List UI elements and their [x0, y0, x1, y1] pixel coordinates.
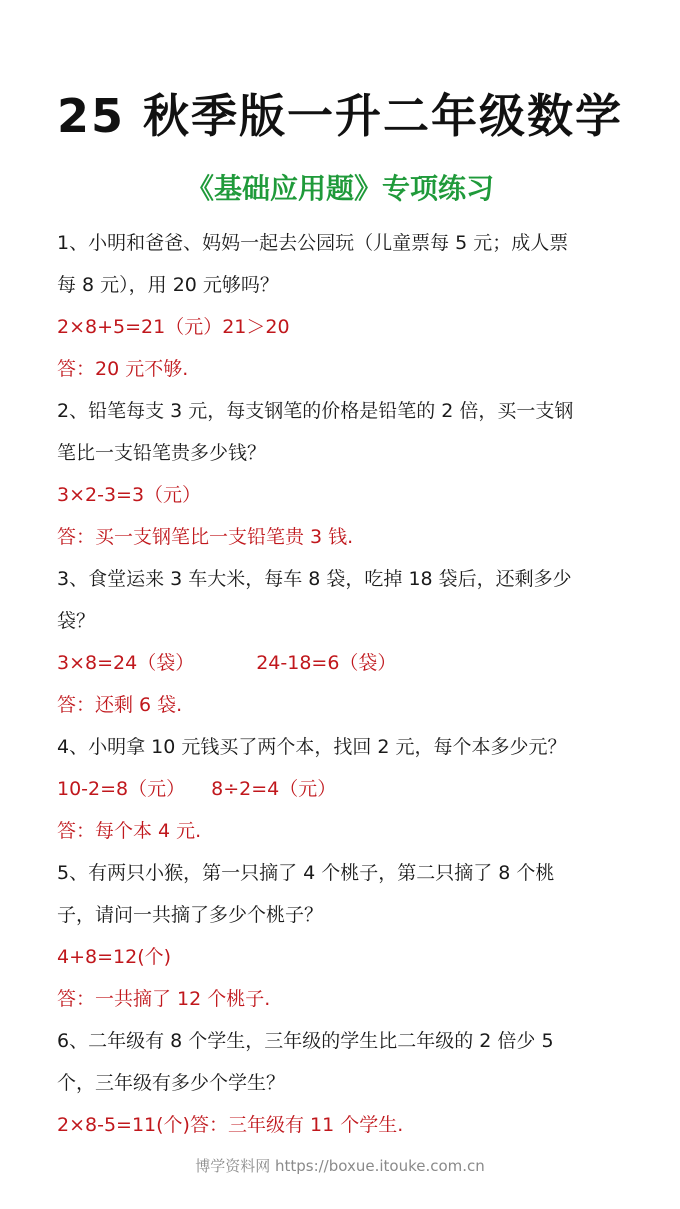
problem-6	[57, 1020, 657, 1146]
calculation: 24-18=6（袋）	[256, 652, 397, 674]
calculation-with-answer: 2×8-5=11(个)答：三年级有 11 个学生.	[57, 1114, 404, 1136]
calculation-row	[57, 642, 657, 684]
question-line: 2、铅笔每支 3 元，每支钢笔的价格是铅笔的 2 倍，买一支钢	[57, 400, 574, 422]
question-line: 袋？	[57, 610, 96, 632]
answer: 答：每个本 4 元.	[57, 820, 202, 842]
answer: 答：20 元不够.	[57, 358, 189, 380]
page-subtitle: 《基础应用题》专项练习	[185, 172, 494, 205]
problem-list	[57, 222, 657, 1146]
question-line: 1、小明和爸爸、妈妈一起去公园玩（儿童票每 5 元；成人票	[57, 232, 569, 254]
answer: 答：一共摘了 12 个桃子.	[57, 988, 271, 1010]
problem-1	[57, 222, 657, 390]
question-line: 个，三年级有多少个学生？	[57, 1072, 286, 1094]
calculation: 10-2=8（元）	[57, 778, 186, 800]
problem-4	[57, 726, 657, 852]
calculation: 3×2-3=3（元）	[57, 484, 202, 506]
question-line: 4、小明拿 10 元钱买了两个本，找回 2 元，每个本多少元？	[57, 736, 567, 758]
calculation: 4+8=12(个)	[57, 946, 172, 968]
answer: 答：买一支钢笔比一支铅笔贵 3 钱.	[57, 526, 354, 548]
problem-5	[57, 852, 657, 1020]
answer: 答：还剩 6 袋.	[57, 694, 183, 716]
question-line: 3、食堂运来 3 车大米，每车 8 袋，吃掉 18 袋后，还剩多少	[57, 568, 572, 590]
page-title: 25 秋季版一升二年级数学	[56, 89, 624, 143]
calculation: 3×8=24（袋）	[57, 652, 195, 674]
problem-2	[57, 390, 657, 558]
calculation-row	[57, 768, 657, 810]
question-line: 子，请问一共摘了多少个桃子？	[57, 904, 324, 926]
question-line: 5、有两只小猴，第一只摘了 4 个桃子，第二只摘了 8 个桃	[57, 862, 555, 884]
footer-watermark: 博学资料网 https://boxue.itouke.com.cn	[195, 1157, 485, 1175]
question-line: 笔比一支铅笔贵多少钱？	[57, 442, 267, 464]
question-line: 6、二年级有 8 个学生，三年级的学生比二年级的 2 倍少 5	[57, 1030, 554, 1052]
calculation: 2×8+5=21（元）21＞20	[57, 316, 290, 338]
question-line: 每 8 元），用 20 元够吗？	[57, 274, 279, 296]
calculation: 8÷2=4（元）	[211, 778, 337, 800]
problem-3	[57, 558, 657, 726]
